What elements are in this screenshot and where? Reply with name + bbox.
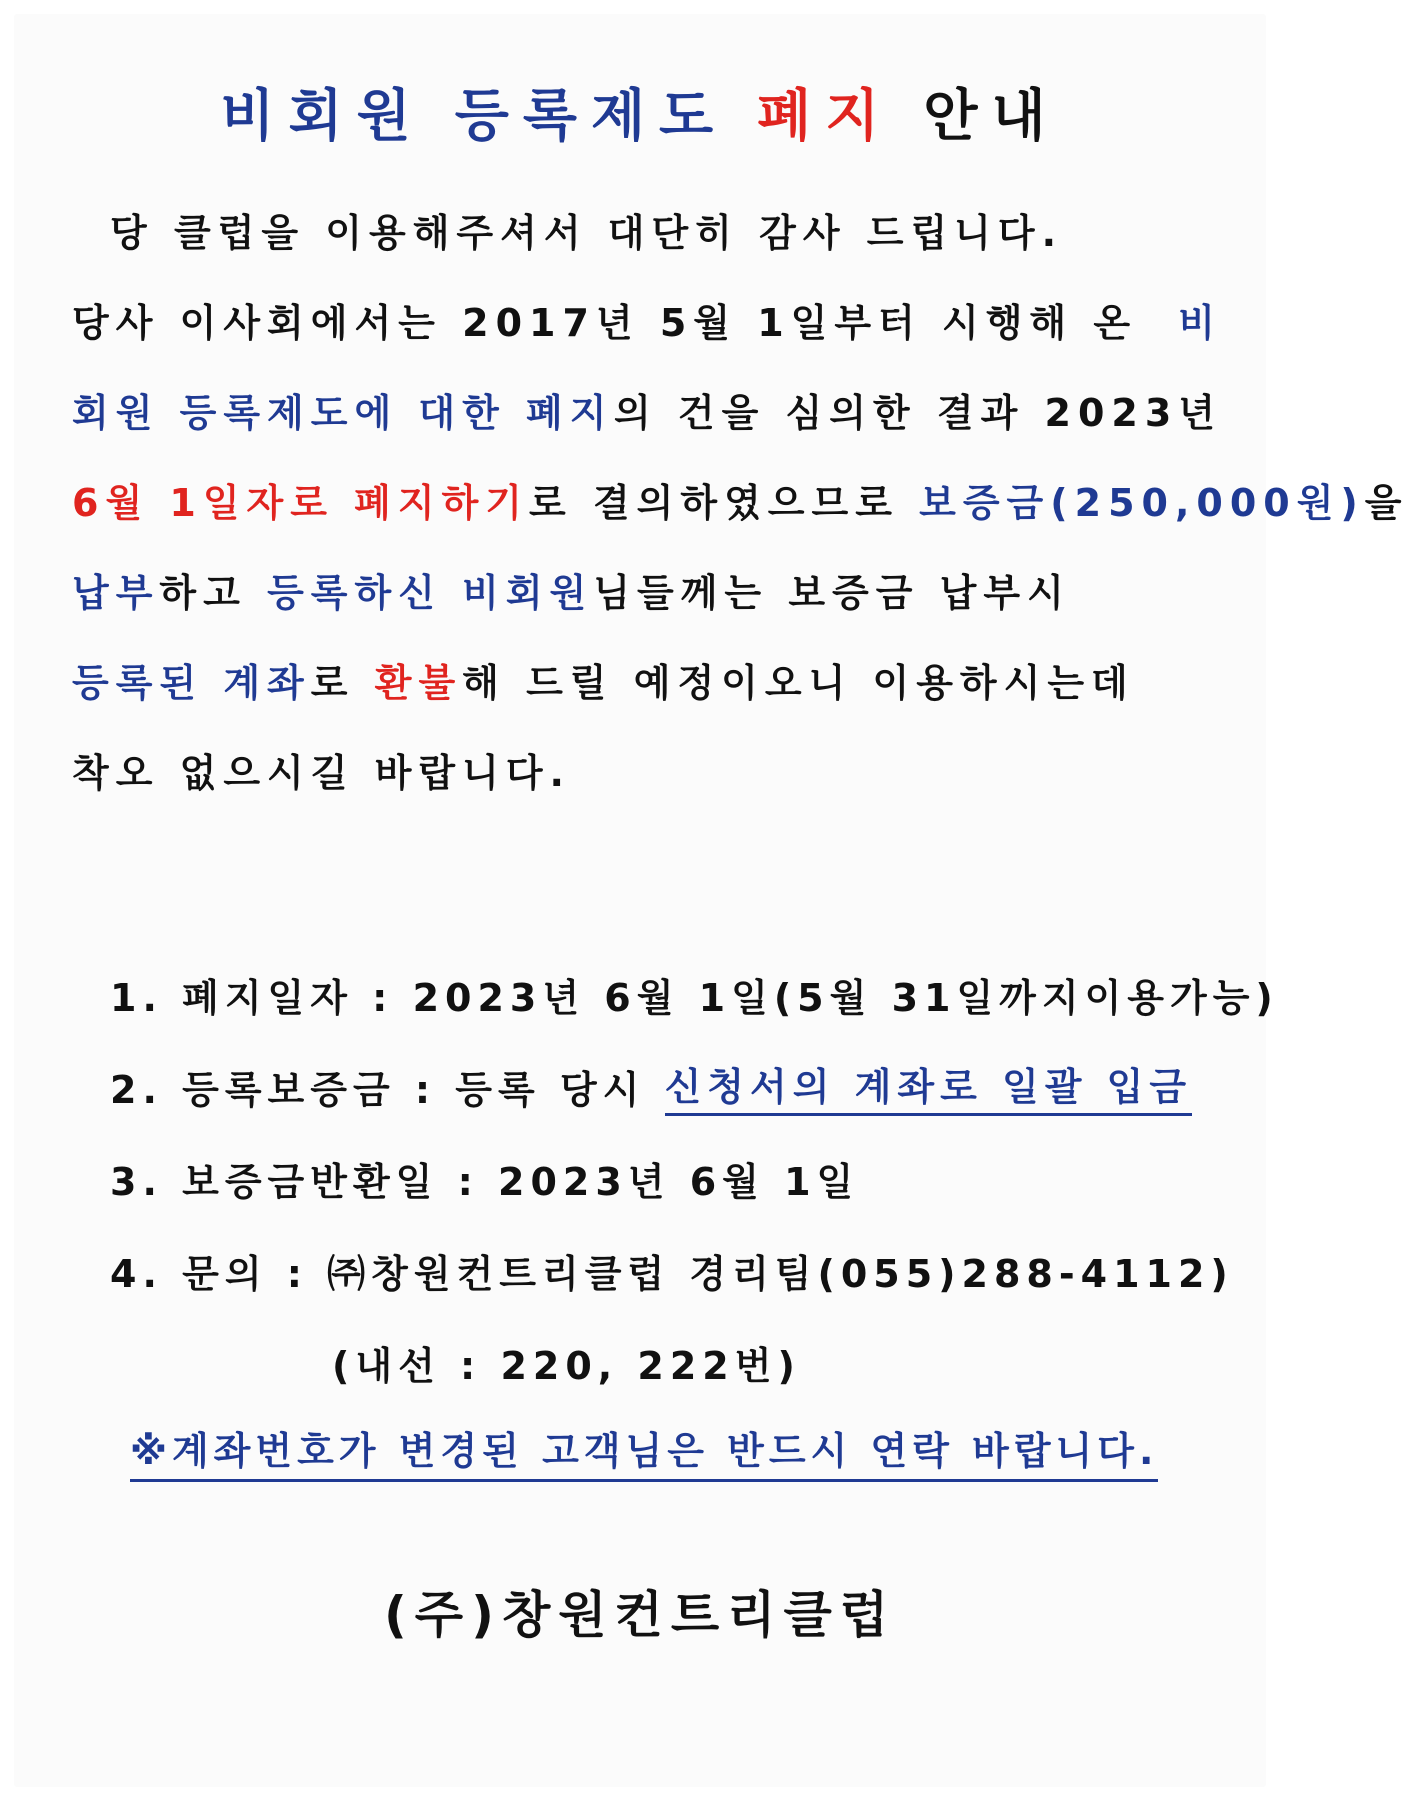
body-line-3-highlight: 회원 등록제도에 대한 폐지 <box>72 391 614 435</box>
body-line-5-payment-highlight: 납부 <box>72 571 160 615</box>
page-title <box>0 82 1280 152</box>
list-item-extension <box>110 1316 1220 1408</box>
body-line-6-end: 해 드릴 예정이오니 이용하시는데 <box>462 661 1135 705</box>
list-item-inquiry <box>110 1224 1234 1316</box>
body-line-6-refund-highlight: 환불 <box>374 661 463 705</box>
title-part-notice: 안내 <box>923 84 1060 149</box>
list-item-abolition-date <box>110 948 1279 1040</box>
body-line-5-member-highlight: 등록하신 비회원 <box>267 571 594 615</box>
notice-body <box>72 188 1409 818</box>
title-part-abolition: 폐지 <box>757 84 894 149</box>
list-item-deposit <box>110 1040 1220 1132</box>
title-part-registration: 등록제도 <box>454 84 728 149</box>
body-line-4-text: 로 결의하였으므로 <box>529 481 920 525</box>
body-line-2 <box>72 278 1222 368</box>
body-line-3-text: 의 건을 심의한 결과 2023년 <box>613 391 1222 435</box>
body-line-2-highlight: 비 <box>1178 301 1222 345</box>
body-line-4 <box>72 458 1409 548</box>
list-item-refund-date <box>110 1132 1220 1224</box>
body-line-3 <box>72 368 1222 458</box>
body-line-6 <box>72 638 1222 728</box>
list-item-2-highlight: 신청서의 계좌로 일괄 입금 <box>665 1056 1192 1116</box>
body-line-1-text: 당 클럽을 이용해주셔서 대단히 감사 드립니다. <box>110 211 1064 255</box>
info-list <box>110 948 1279 1408</box>
body-line-1 <box>72 188 1222 278</box>
list-item-extension-text: (내선 : 220, 222번) <box>332 1343 801 1388</box>
body-line-4-deposit-highlight: 보증금(250,000원) <box>919 481 1365 525</box>
body-line-6-account-highlight: 등록된 계좌 <box>72 661 311 705</box>
body-line-4-date-highlight: 6월 1일자로 폐지하기 <box>72 481 530 525</box>
title-part-nonmember: 비회원 <box>220 84 425 149</box>
body-line-2-text: 당사 이사회에서는 2017년 5월 1일부터 시행해 온 <box>72 301 1158 345</box>
body-line-5-end: 님들께는 보증금 납부시 <box>593 571 1071 615</box>
body-line-7-text: 착오 없으시길 바랍니다. <box>72 751 571 795</box>
body-line-5-text: 하고 <box>159 571 268 615</box>
account-change-notice: ※계좌번호가 변경된 고객님은 반드시 연락 바랍니다. <box>130 1420 1158 1482</box>
list-item-3-text: 3. 보증금반환일 : 2023년 6월 1일 <box>110 1159 860 1204</box>
list-item-1-text: 1. 폐지일자 : 2023년 6월 1일(5월 31일까지이용가능) <box>110 975 1279 1020</box>
list-item-4-text: 4. 문의 : ㈜창원컨트리클럽 경리팀(055)288-4112) <box>110 1251 1234 1296</box>
body-line-4-end: 을 <box>1364 481 1409 525</box>
list-item-2-text: 2. 등록보증금 : 등록 당시 <box>110 1067 665 1112</box>
body-line-5 <box>72 548 1222 638</box>
body-line-6-text: 로 <box>310 661 375 705</box>
body-line-7 <box>72 728 1222 818</box>
company-name: (주)창원컨트리클럽 <box>383 1586 897 1644</box>
